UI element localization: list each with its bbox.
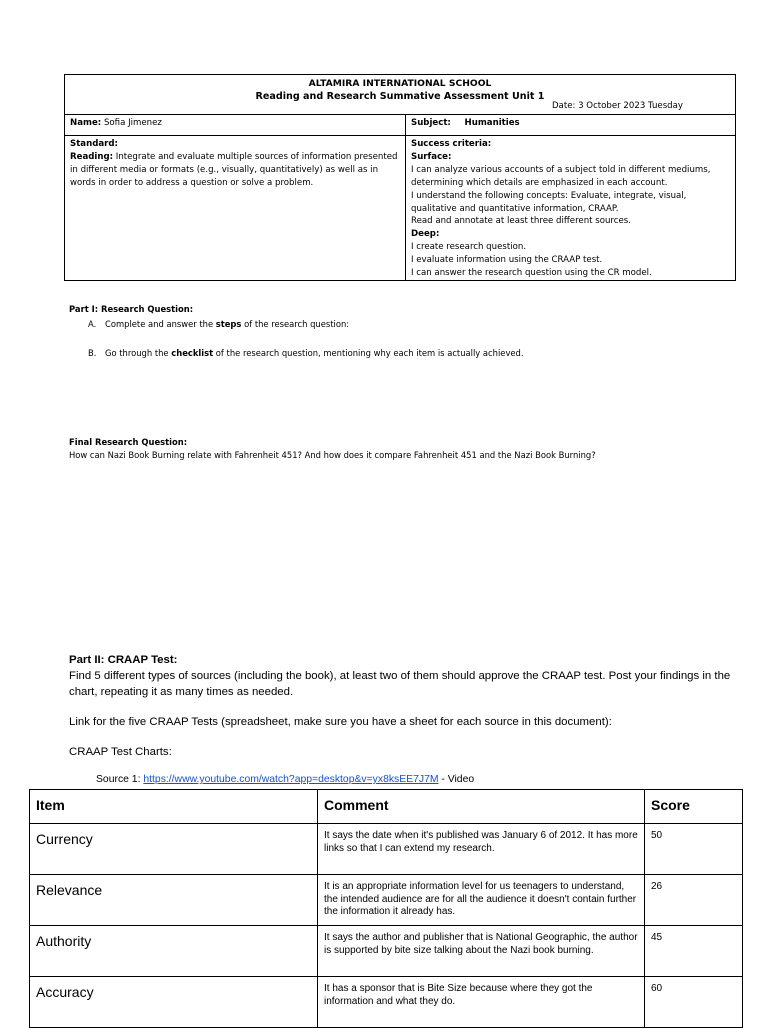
final-research-question <box>69 436 596 462</box>
question-a-post: of the research question: <box>241 319 350 329</box>
craap-table <box>29 789 743 1028</box>
assessment-title: Reading and Research Summative Assessment Unit 1 <box>255 90 545 102</box>
surface-item: Read and annotate at least three different sources. <box>411 216 631 227</box>
row-comment: It says the date when it's published was January 6 of 2012. It has more links so that I can extend my research. <box>318 824 645 875</box>
source-link[interactable]: https://www.youtube.com/watch?app=desktop&v=yx8ksEE7J7M <box>143 774 439 785</box>
reading-standard <box>70 151 400 190</box>
header-score: Score <box>645 790 743 824</box>
craap-charts-label: CRAAP Test Charts: <box>69 746 172 758</box>
surface-label: Surface: <box>411 151 452 162</box>
deep-label: Deep: <box>411 229 440 240</box>
school-name: ALTAMIRA INTERNATIONAL SCHOOL <box>308 78 492 89</box>
final-question-heading: Final Research Question: <box>69 437 188 447</box>
assessment-header-table <box>64 74 736 281</box>
part1-section <box>69 303 524 358</box>
deep-item: I create research question. <box>411 242 527 253</box>
row-item: Accuracy <box>30 977 318 1028</box>
subject-value: Humanities <box>464 118 520 128</box>
success-criteria-cell <box>406 136 735 280</box>
table-row <box>30 977 743 1028</box>
table-row <box>30 824 743 875</box>
reading-label: Reading: <box>70 151 114 162</box>
subject-label: Subject: <box>411 118 451 128</box>
question-b-post: of the research question, mentioning why each item is actually achieved. <box>213 348 524 358</box>
header-item: Item <box>30 790 318 824</box>
row-comment: It is an appropriate information level for us teenagers to understand, the intended audience are for all the audience it doesn't contain further the information it already has. <box>318 875 645 926</box>
success-criteria-label: Success criteria: <box>411 139 492 149</box>
surface-item: I can analyze various accounts of a subject told in different mediums, determining which details are emphasized in each account. <box>411 164 711 188</box>
final-question-text: How can Nazi Book Burning relate with Fahrenheit 451? And how does it compare Fahrenheit 451 and the Nazi Book Burning? <box>69 450 596 460</box>
source-suffix: - Video <box>438 774 475 785</box>
surface-item: I understand the following concepts: Evaluate, integrate, visual, qualitative and quantitative information, CRAAP. <box>411 190 687 214</box>
standard-label: Standard: <box>70 139 118 149</box>
part2-intro: Find 5 different types of sources (including the book), at least two of them should approve the CRAAP test. Post your findings in the chart, repeating it as many times as needed. <box>69 670 731 698</box>
part1-heading: Part I: Research Question: <box>69 304 194 314</box>
reading-text: Integrate and evaluate multiple sources of information presented in different media or formats (e.g., visually, quantitatively) as well as in words in order to address a question or solve a problem. <box>70 151 398 188</box>
row-score: 50 <box>645 824 743 875</box>
name-label: Name: <box>70 118 102 128</box>
standard-cell <box>65 136 406 280</box>
name-cell <box>65 115 406 135</box>
subject-cell <box>406 115 735 135</box>
question-a-label: A. <box>88 319 97 329</box>
part1-question-b <box>88 347 524 359</box>
row-score: 60 <box>645 977 743 1028</box>
row-score: 26 <box>645 875 743 926</box>
question-a-pre: Complete and answer the <box>105 319 216 329</box>
part2-heading: Part II: CRAAP Test: <box>69 654 178 666</box>
table-row <box>30 926 743 977</box>
header-comment: Comment <box>318 790 645 824</box>
standard-criteria-row <box>65 136 735 280</box>
part2-link-text: Link for the five CRAAP Tests (spreadsheet, make sure you have a sheet for each source in this document): <box>69 716 612 728</box>
question-b-bold: checklist <box>171 348 214 358</box>
name-subject-row <box>65 115 735 136</box>
deep-item: I evaluate information using the CRAAP test. <box>411 255 603 266</box>
question-b-label: B. <box>88 348 97 358</box>
row-item: Currency <box>30 824 318 875</box>
row-item: Relevance <box>30 875 318 926</box>
table-row <box>30 875 743 926</box>
source-line <box>96 774 474 785</box>
row-score: 45 <box>645 926 743 977</box>
question-b-pre: Go through the <box>105 348 172 358</box>
row-comment: It has a sponsor that is Bite Size because where they got the information and what they do. <box>318 977 645 1028</box>
row-comment: It says the author and publisher that is National Geographic, the author is supported by bite size talking about the Nazi book burning. <box>318 926 645 977</box>
table-header-row <box>30 790 743 824</box>
header-title-box <box>65 75 735 115</box>
student-name: Sofia Jimenez <box>103 118 162 128</box>
question-a-bold: steps <box>215 319 242 329</box>
source-label: Source 1: <box>96 774 144 785</box>
deep-item: I can answer the research question using the CR model. <box>411 268 652 279</box>
row-item: Authority <box>30 926 318 977</box>
part1-question-a <box>88 318 349 330</box>
part2-section <box>69 652 741 760</box>
assessment-date: Date: 3 October 2023 Tuesday <box>551 101 683 112</box>
